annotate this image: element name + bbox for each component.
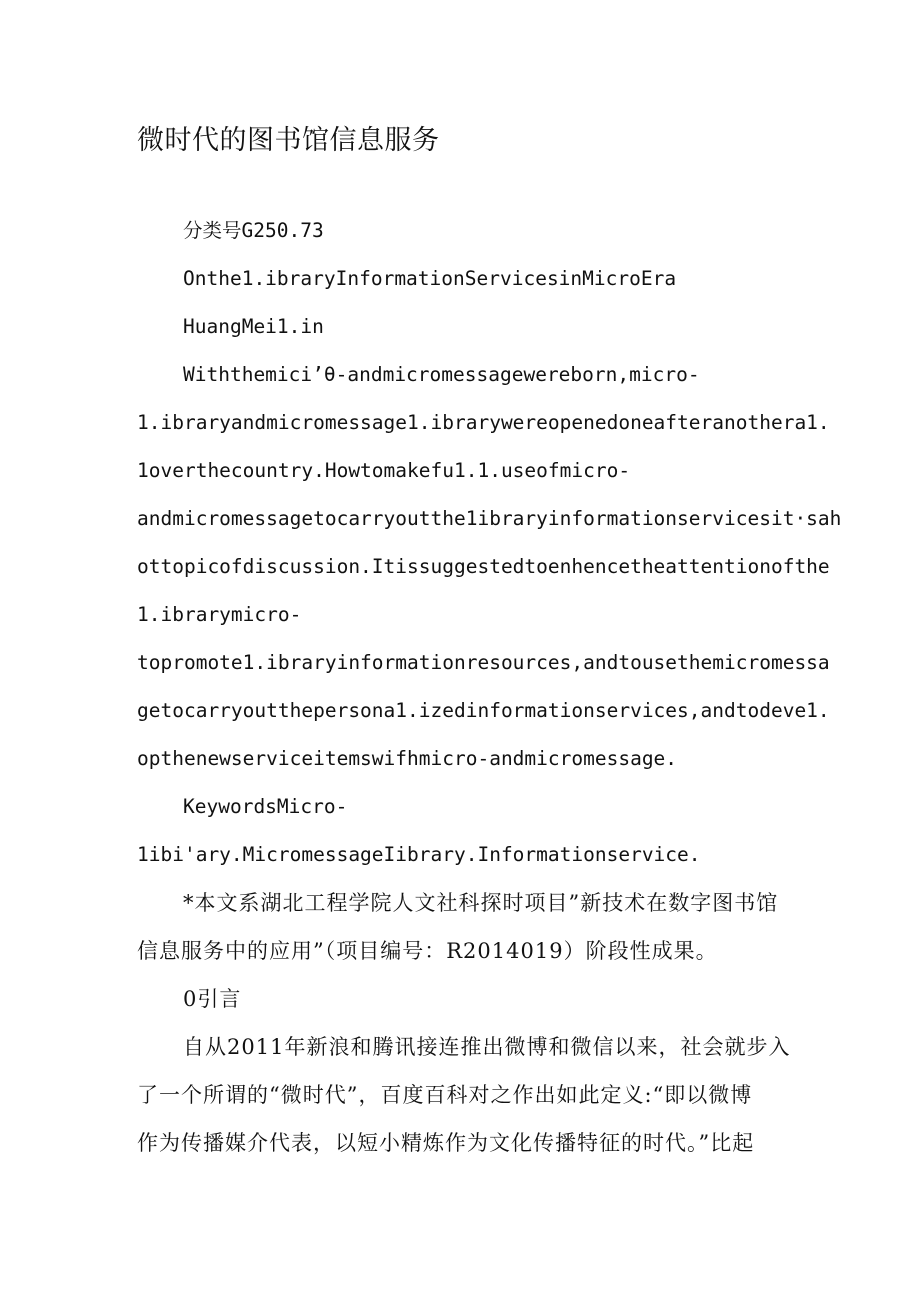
english-title: Onthe1.ibraryInformationServicesinMicroEra [183, 267, 677, 290]
abstract-line: opthenewserviceitemswifhmicro-andmicromessage. [137, 747, 678, 770]
body-line: 作为传播媒介代表，以短小精炼作为文化传播特征的时代。”比起 [137, 1131, 755, 1155]
abstract-line: andmicromessagetocarryoutthe1ibraryinformationservicesit·sah [137, 507, 842, 530]
keywords-line: 1ibi'ary.MicromessageIibrary.Informationservice. [137, 843, 701, 866]
footnote-line: 信息服务中的应用”（项目编号：R2014019）阶段性成果。 [137, 939, 718, 963]
document-title: 微时代的图书馆信息服务 [137, 125, 440, 156]
author-name: HuangMei1.in [183, 315, 324, 338]
abstract-line: topromote1.ibraryinformationresources,andtousethemicromessa [137, 651, 830, 674]
footnote-line: *本文系湖北工程学院人文社科探时项目”新技术在数字图书馆 [183, 891, 779, 915]
abstract-line: 1.ibrarymicro- [137, 603, 302, 626]
abstract-line: getocarryoutthepersona1.izedinformationservices,andtodeve1. [137, 699, 830, 722]
abstract-line: ottopicofdiscussion.Itissuggestedtoenhencetheattentionofthe [137, 555, 830, 578]
body-line: 自从2011年新浪和腾讯接连推出微博和微信以来，社会就步入 [183, 1035, 791, 1059]
body-line: 了一个所谓的“微时代”，百度百科对之作出如此定义:“即以微博 [137, 1083, 753, 1107]
section-heading: 0引言 [183, 987, 242, 1011]
abstract-line: 1.ibraryandmicromessage1.ibrarywereopenedoneafteranothera1. [137, 411, 830, 434]
abstract-line: Withthemici’θ-andmicromessagewereborn,micro- [183, 363, 700, 386]
abstract-line: 1overthecountry.Howtomakefu1.1.useofmicro- [137, 459, 631, 482]
classification-number: 分类号G250.73 [183, 219, 324, 242]
keywords-line: KeywordsMicro- [183, 795, 348, 818]
